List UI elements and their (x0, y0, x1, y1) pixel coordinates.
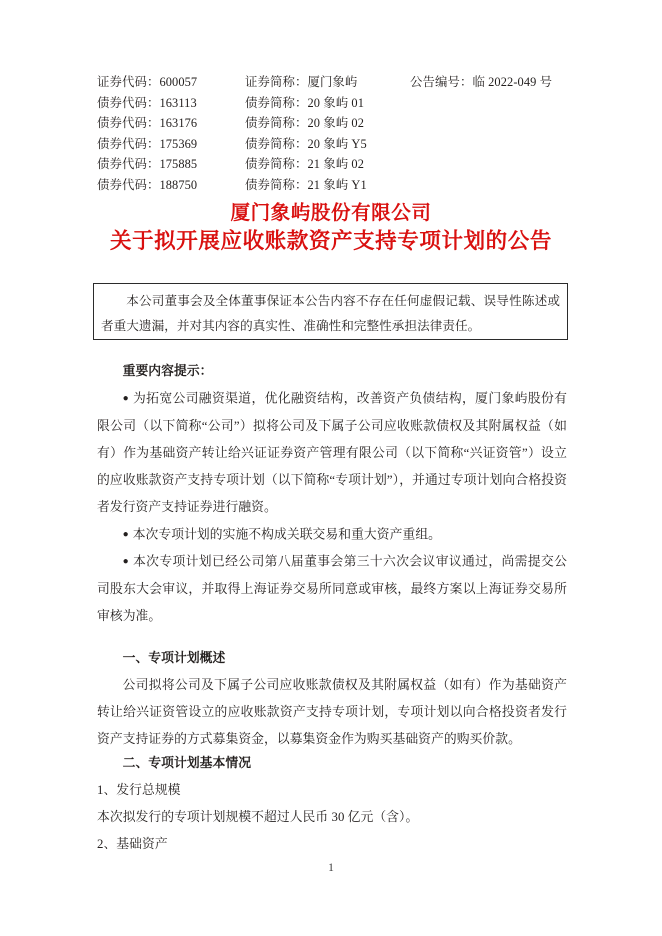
section-one (97, 645, 567, 753)
announcement-value: 临 2022-049 号 (472, 75, 553, 89)
section-two-sub2-heading: 2、基础资产 (97, 837, 168, 851)
code-label: 证券代码： (97, 75, 160, 89)
section-two-sub1-text: 本次拟发行的专项计划规模不超过人民币 30 亿元（含）。 (97, 810, 419, 824)
abbr-value: 21 象屿 Y1 (307, 177, 367, 192)
security-code-header (97, 72, 577, 195)
code-row (97, 175, 577, 196)
abbr-cell (245, 154, 410, 172)
code-row (97, 113, 577, 134)
abbr-label: 债券简称： (245, 157, 308, 171)
notice-bullet-text: 本次专项计划的实施不构成关联交易和重大资产重组。 (132, 527, 442, 541)
abbr-value: 20 象屿 01 (307, 95, 365, 110)
announcement-cell (410, 72, 552, 90)
code-value: 600057 (159, 75, 198, 89)
section-two (97, 750, 567, 858)
notice-bullet-text: 本次专项计划已经公司第八届董事会第三十六次会议审议通过，尚需提交公司股东大会审议，并取得上海证券交易所同意或审核，最终方案以上海证券交易所审核为准。 (97, 554, 567, 623)
code-cell (97, 72, 245, 90)
abbr-label: 债券简称： (245, 136, 308, 151)
title-company-line: 厦门象屿股份有限公司 (230, 203, 432, 224)
title-subject-line: 关于拟开展应收账款资产支持专项计划的公告 (109, 229, 552, 253)
bullet-icon: ● (122, 393, 129, 404)
code-value: 175369 (159, 136, 198, 151)
bullet-icon: ● (122, 528, 129, 540)
abbr-cell (245, 175, 410, 193)
code-cell (97, 113, 245, 131)
code-cell (97, 93, 245, 111)
code-value: 163176 (159, 116, 198, 130)
code-row (97, 93, 577, 114)
bullet-icon: ● (122, 556, 129, 567)
announcement-label: 公告编号： (410, 75, 473, 89)
code-row (97, 134, 577, 155)
abbr-cell (245, 93, 410, 111)
abbr-cell (245, 113, 410, 131)
page-number: 1 (328, 862, 334, 874)
code-label: 债券代码： (97, 177, 160, 192)
code-value: 175885 (159, 157, 198, 171)
abbr-value: 厦门象屿 (307, 75, 358, 89)
section-one-heading: 一、专项计划概述 (122, 651, 226, 665)
code-value: 163113 (159, 95, 197, 110)
abbr-cell (245, 72, 410, 90)
code-label: 债券代码： (97, 95, 160, 110)
abbr-value: 20 象屿 02 (307, 116, 365, 130)
notice-bullet-item (97, 385, 567, 521)
code-label: 债券代码： (97, 157, 160, 171)
section-two-heading: 二、专项计划基本情况 (122, 756, 252, 770)
abbr-value: 21 象屿 02 (307, 157, 365, 171)
section-two-sub1-heading: 1、发行总规模 (97, 783, 181, 797)
abbr-label: 债券简称： (245, 177, 308, 192)
code-cell (97, 154, 245, 172)
notice-bullet-item (97, 548, 567, 630)
abbr-label: 债券简称： (245, 116, 308, 130)
abbr-value: 20 象屿 Y5 (307, 136, 367, 151)
code-label: 债券代码： (97, 116, 160, 130)
notice-bullet-text: 为拓宽公司融资渠道，优化融资结构，改善资产负债结构，厦门象屿股份有限公司（以下简称“公司”）拟将公司及下属子公司应收账款债权及其附属权益（如有）作为基础资产转让给兴证证券资产管理有限公司（以下简称“兴证资管”）设立的应收账款资产支持专项计划（以下简称“专项计划”），并通过专项计划向合格投资者发行资产支持证券进行融资。 (97, 391, 567, 514)
section-one-paragraph: 公司拟将公司及下属子公司应收账款债权及其附属权益（如有）作为基础资产转让给兴证资管设立的应收账款资产支持专项计划，专项计划以向合格投资者发行资产支持证券的方式募集资金，以募集资金作为购买基础资产的购买价款。 (97, 678, 567, 746)
code-cell (97, 134, 245, 152)
code-row (97, 154, 577, 175)
code-value: 188750 (159, 177, 198, 192)
abbr-label: 债券简称： (245, 95, 308, 110)
disclaimer-text: 本公司董事会及全体董事保证本公告内容不存在任何虚假记载、误导性陈述或者重大遗漏，并对其内容的真实性、准确性和完整性承担法律责任。 (101, 294, 560, 333)
abbr-label: 证券简称： (245, 75, 308, 89)
page-title (0, 200, 662, 256)
code-cell (97, 175, 245, 193)
code-label: 债券代码： (97, 136, 160, 151)
abbr-cell (245, 134, 410, 152)
important-notice-section (97, 358, 567, 630)
disclaimer-box (93, 283, 568, 340)
notice-bullet-item (97, 521, 567, 549)
code-row (97, 72, 577, 93)
important-notice-heading: 重要内容提示： (122, 364, 213, 378)
